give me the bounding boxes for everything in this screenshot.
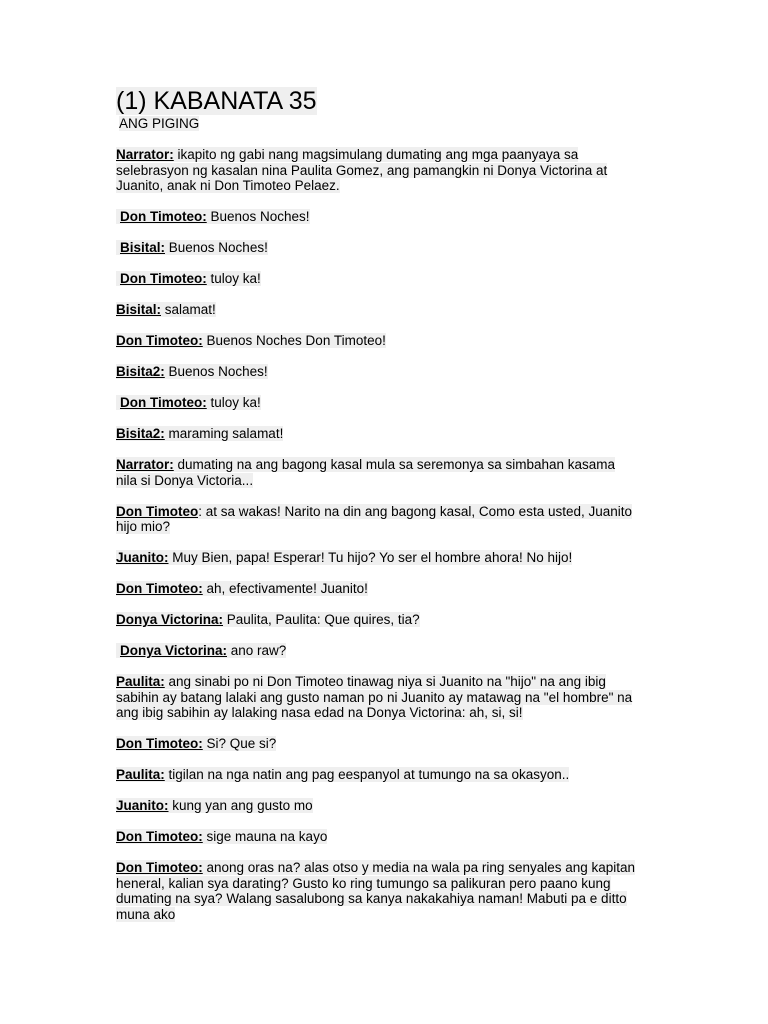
dialogue-text: dumating na ang bagong kasal mula sa seremonya sa simbahan kasama nila si Donya Victoria... — [116, 457, 616, 488]
speaker-name: Don Timoteo: — [116, 829, 203, 844]
speaker-name: Bisita2: — [116, 426, 165, 441]
speaker-name: Donya Victorina: — [116, 612, 224, 627]
dialogue-line — [116, 333, 636, 349]
dialogue-line — [116, 426, 636, 442]
dialogue-text: Si? Que si? — [202, 736, 277, 751]
speaker-name: Don Timoteo: — [116, 860, 203, 875]
speaker-name: Paulita: — [116, 674, 165, 689]
dialogue-text: : at sa wakas! Narito na din ang bagong kasal, Como esta usted, Juanito hijo mio? — [116, 503, 633, 534]
speaker-name: Don Timoteo: — [116, 271, 207, 286]
dialogue-text: tigilan na nga natin ang pag eespanyol at tumungo na sa okasyon.. — [164, 767, 570, 782]
speaker-name: Bisital: — [116, 302, 162, 317]
dialogue-line — [116, 504, 636, 535]
dialogue-line — [116, 271, 636, 287]
speaker-name: Don Timoteo: — [116, 736, 203, 751]
document-body — [116, 86, 636, 938]
speaker-name: Don Timoteo: — [116, 395, 207, 410]
speaker-name: Don Timoteo — [116, 503, 199, 519]
dialogue-line — [116, 736, 636, 752]
chapter-subtitle: ANG PIGING — [119, 116, 200, 131]
dialogue-text: Buenos Noches Don Timoteo! — [202, 333, 386, 348]
dialogue-line — [116, 240, 636, 256]
dialogue-line — [116, 364, 636, 380]
speaker-name: Narrator: — [116, 147, 174, 162]
dialogue-text: ah, efectivamente! Juanito! — [202, 581, 368, 596]
dialogue-line — [116, 550, 636, 566]
dialogue-line — [116, 395, 636, 411]
dialogue-text: maraming salamat! — [164, 426, 284, 441]
dialogue-line — [116, 860, 636, 922]
dialogue-text: sige mauna na kayo — [202, 829, 328, 844]
dialogue-text: Paulita, Paulita: Que quires, tia? — [223, 612, 420, 627]
speaker-name: Don Timoteo: — [116, 333, 203, 348]
dialogue-line — [116, 674, 636, 721]
dialogue-line — [116, 147, 636, 194]
dialogue-line — [116, 612, 636, 628]
dialogue-text: ano raw? — [227, 643, 287, 658]
speaker-name: Paulita: — [116, 767, 165, 782]
chapter-title: (1) KABANATA 35 — [116, 87, 317, 115]
speaker-name: Don Timoteo: — [116, 581, 203, 596]
speaker-name: Bisita2: — [116, 364, 165, 379]
speaker-name: Juanito: — [116, 798, 169, 813]
dialogue-line — [116, 457, 636, 488]
dialogue-line — [116, 767, 636, 783]
dialogue-line — [116, 209, 636, 225]
dialogue-line — [116, 643, 636, 659]
dialogue-text: ikapito ng gabi nang magsimulang dumating ang mga paanyaya sa selebrasyon ng kasalan nina Paulita Gomez, ang pamangkin ni Donya Victorina at Juanito, anak ni Don Timoteo Pelaez. — [116, 147, 608, 193]
dialogue-text: tuloy ka! — [206, 271, 261, 286]
speaker-name: Bisital: — [116, 240, 165, 255]
speaker-name: Juanito: — [116, 550, 169, 565]
dialogue-line — [116, 581, 636, 597]
dialogue-text: salamat! — [161, 302, 216, 317]
speaker-name: Narrator: — [116, 457, 174, 472]
dialogue-line — [116, 829, 636, 845]
speaker-name: Donya Victorina: — [116, 643, 227, 658]
dialogue-line — [116, 302, 636, 318]
dialogue-text: kung yan ang gusto mo — [168, 798, 313, 813]
dialogue-line — [116, 798, 636, 814]
dialogue-text: anong oras na? alas otso y media na wala pa ring senyales ang kapitan heneral, kalian sya darating? Gusto ko ring tumungo sa palikuran pero paano kung dumating na sya? Walang sasalubong sa kanya nakakahiya naman! Mabuti pa e ditto muna ako — [116, 860, 636, 922]
speaker-name: Don Timoteo: — [116, 209, 207, 224]
dialogue-text: ang sinabi po ni Don Timoteo tinawag niya si Juanito na "hijo" na ang ibig sabihin ay batang lalaki ang gusto naman po ni Juanito ay matawag na "el hombre" na ang ibig sabihin ay lalaking nasa edad na Donya Victorina: ah, si, si! — [116, 674, 633, 720]
dialogue-text: Buenos Noches! — [206, 209, 310, 224]
dialogue-text: tuloy ka! — [206, 395, 261, 410]
dialogue-text: Buenos Noches! — [165, 240, 268, 255]
dialogue-text: Buenos Noches! — [164, 364, 268, 379]
dialogue-text: Muy Bien, papa! Esperar! Tu hijo? Yo ser el hombre ahora! No hijo! — [168, 550, 573, 565]
dialogue-list — [116, 147, 636, 922]
